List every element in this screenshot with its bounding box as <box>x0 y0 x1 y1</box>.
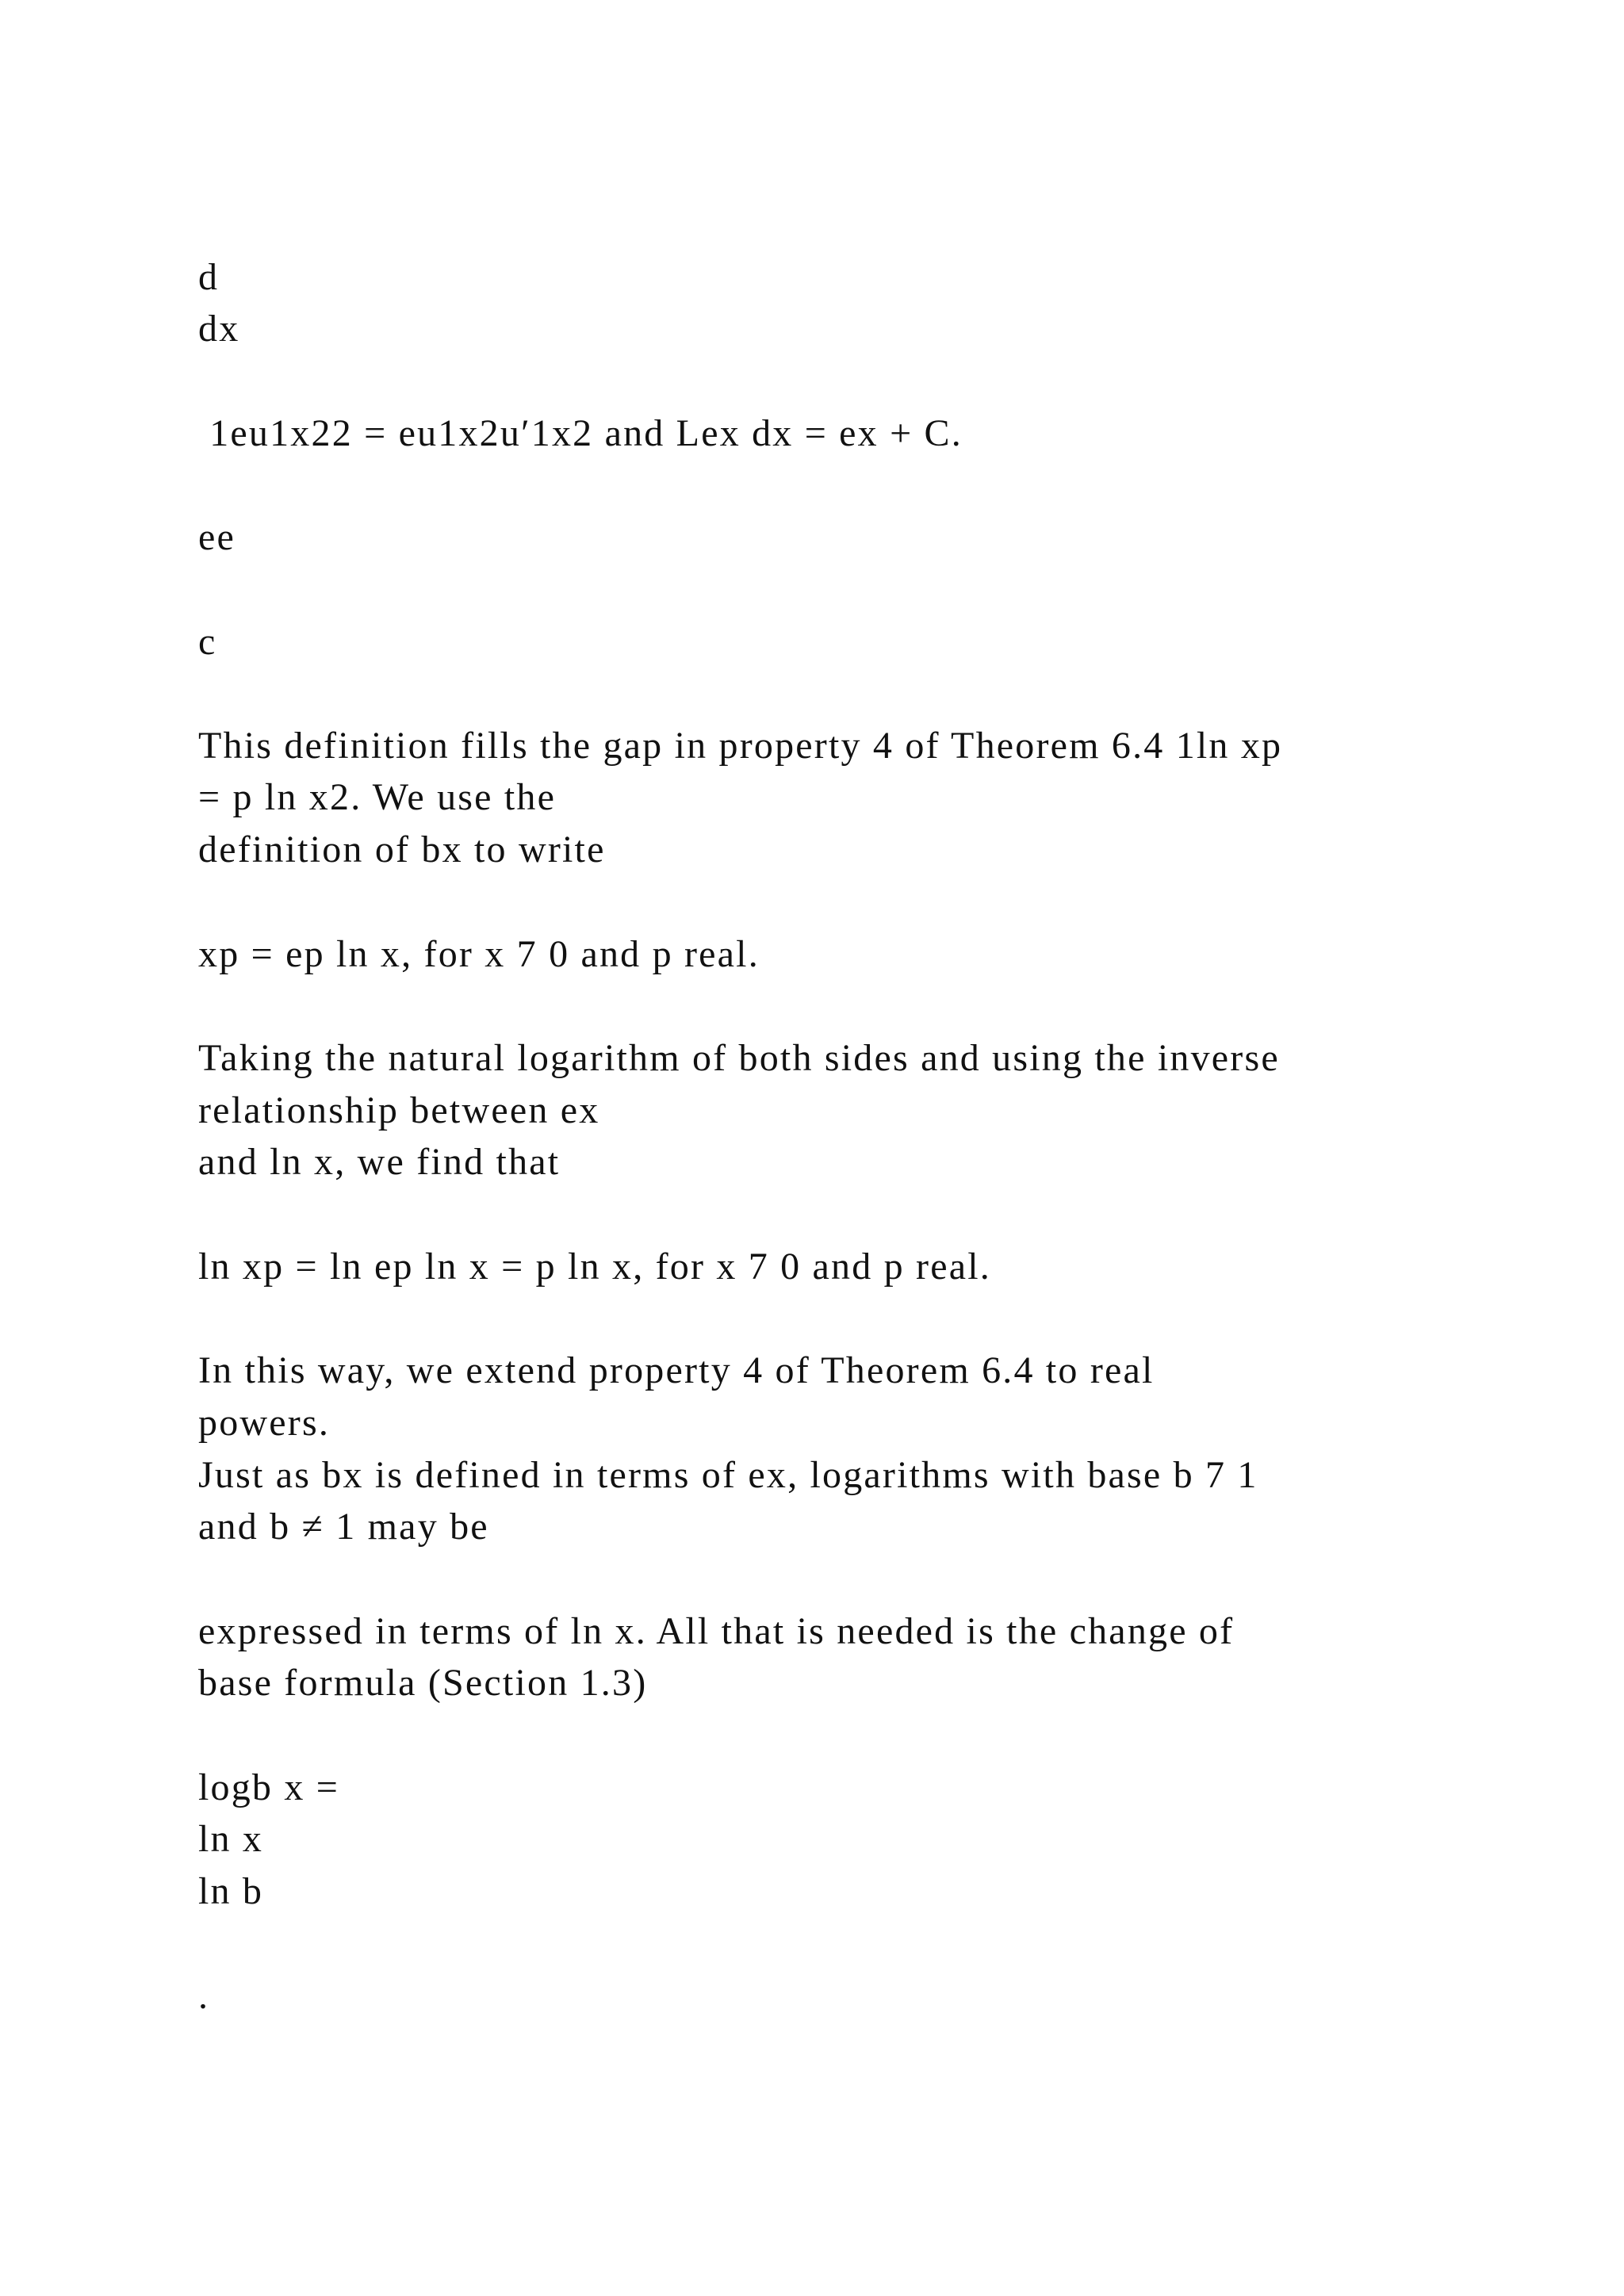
paragraph-line: powers. <box>198 1402 331 1444</box>
change-of-base-formula-left: logb x = <box>198 1766 340 1808</box>
formula-period: . <box>198 1975 210 2017</box>
exponential-derivative-integral-formula: 1eu1x22 = eu1x2u′1x2 and Lex dx = ex + C. <box>198 412 963 454</box>
paragraph-line: and ln x, we find that <box>198 1141 561 1183</box>
formula-fragment-ee: ee <box>198 516 236 558</box>
natural-log-power-equation: ln xp = ln ep ln x = p ln x, for x 7 0 and p real. <box>198 1246 991 1288</box>
paragraph-line: relationship between ex <box>198 1089 600 1131</box>
paragraph-line: Taking the natural logarithm of both sides and using the inverse <box>198 1037 1280 1079</box>
paragraph-line: definition of bx to write <box>198 828 606 871</box>
derivative-denominator-dx: dx <box>198 308 240 350</box>
power-definition-equation: xp = ep ln x, for x 7 0 and p real. <box>198 933 760 975</box>
paragraph-line: expressed in terms of ln x. All that is needed is the change of <box>198 1610 1235 1652</box>
change-of-base-denominator: ln b <box>198 1870 264 1912</box>
paragraph-line: = p ln x2. We use the <box>198 776 557 818</box>
paragraph-line: and b ≠ 1 may be <box>198 1506 489 1548</box>
paragraph-line: Just as bx is defined in terms of ex, logarithms with base b 7 1 <box>198 1454 1258 1496</box>
paragraph-line: This definition fills the gap in property 4 of Theorem 6.4 1ln xp <box>198 725 1283 767</box>
formula-fragment-c: c <box>198 621 217 663</box>
derivative-numerator-d: d <box>198 256 220 298</box>
change-of-base-numerator: ln x <box>198 1818 264 1860</box>
paragraph-line: In this way, we extend property 4 of Theorem 6.4 to real <box>198 1349 1155 1391</box>
paragraph-line: base formula (Section 1.3) <box>198 1662 648 1704</box>
